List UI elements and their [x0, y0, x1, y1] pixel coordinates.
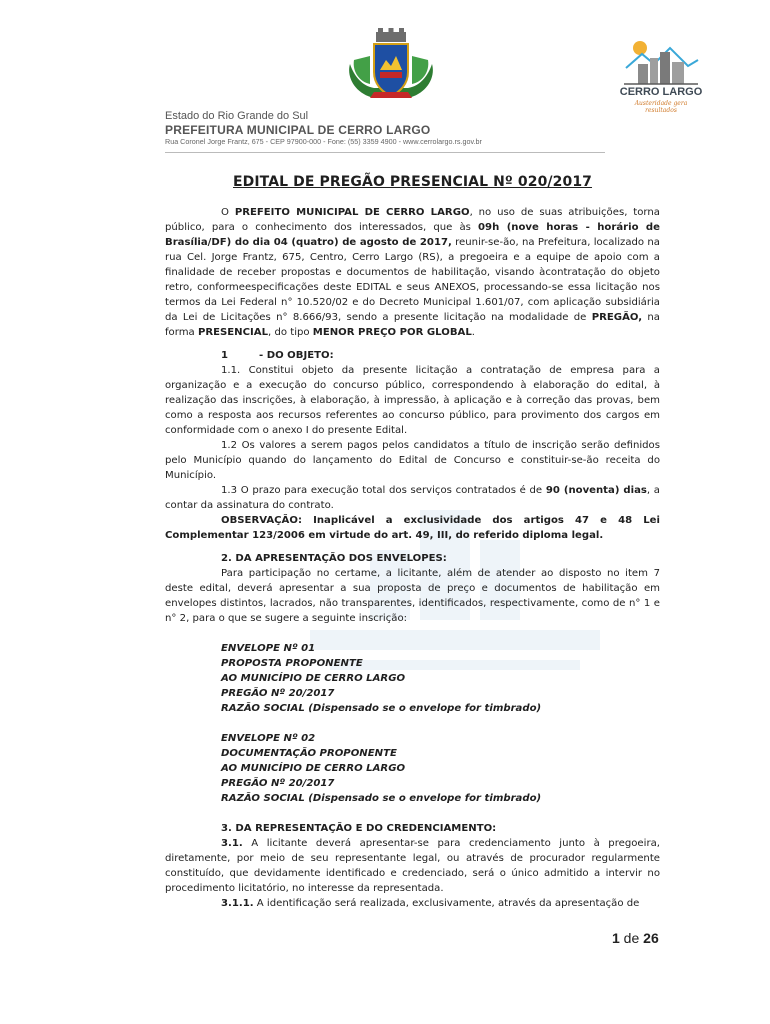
section-1-2: 1.2 Os valores a serem pagos pelos candidatos a título de inscrição serão definidos pelo Município quando do lançamento do Edital de Concurso e constituir-se-ão receita do Município. — [165, 440, 660, 481]
logo-slogan: Austeridade gera resultados — [634, 100, 688, 114]
section-3-heading: 3. DA REPRESENTAÇÃO E DO CREDENCIAMENTO: — [221, 823, 497, 834]
state-name: Estado do Rio Grande do Sul — [165, 110, 309, 122]
section-2-paragraph: Para participação no certame, a licitante, além de atender ao disposto no item 7 deste edital, deverá apresentar a sua proposta de preço e documentos de habilitação em envelopes distintos, lacrados, não transparentes, identificados, respectivamente, como de n° 1 e n° 2, para o que se sugere a seguinte inscrição: — [165, 568, 660, 624]
header-divider — [165, 152, 605, 153]
section-3-1: 3.1. A licitante deverá apresentar-se para credenciamento junto à pregoeira, diretamente, por meio de seu representante legal, ou através de procurador regularmente constituído, que devidamente identificado e credenciado, será o único admitido a intervir no procedimento licitatório, no interesse da representada. — [165, 838, 660, 894]
envelope-1-label: ENVELOPE Nº 01 PROPOSTA PROPONENTE AO MUNICÍPIO DE CERRO LARGO PREGÃO Nº 20/2017 RAZÃO SOCIAL (Dispensado se o envelope for timbrado) — [221, 643, 542, 714]
envelope-2-label: ENVELOPE Nº 02 DOCUMENTAÇÃO PROPONENTE AO MUNICÍPIO DE CERRO LARGO PREGÃO Nº 20/2017 RAZÃO SOCIAL (Dispensado se o envelope for timbrado) — [221, 733, 542, 804]
section-1-3: 1.3 O prazo para execução total dos serviços contratados é de 90 (noventa) dias, a contar da assinatura do contrato. — [165, 485, 660, 511]
observation: OBSERVAÇÃO: Inaplicável a exclusividade dos artigos 47 e 48 Lei Complementar 123/2006 em virtude do art. 49, III, do referido diploma legal. — [165, 515, 660, 541]
document-body — [165, 172, 660, 911]
address-line: Rua Coronel Jorge Frantz, 675 - CEP 97900-000 - Fone: (55) 3359 4900 - www.cerrolargo.rs.gov.br — [165, 137, 482, 146]
document-title: EDITAL DE PREGÃO PRESENCIAL Nº 020/2017 — [232, 174, 593, 190]
prefeitura-name: PREFEITURA MUNICIPAL DE CERRO LARGO — [165, 123, 431, 137]
intro-paragraph: O PREFEITO MUNICIPAL DE CERRO LARGO, no uso de suas atribuições, torna público, para o conhecimento dos interessados, que às 09h (nove horas - horário de Brasília/DF) do dia 04 (quatro) de agosto de 2017, reunir-se-ão, na Prefeitura, localizado na rua Cel. Jorge Frantz, 675, Centro, Cerro Largo (RS), a pregoeira e a equipe de apoio com a finalidade de receber propostas e documentos de habilitação, visando àcontratação do objeto retro, conformeespecificações deste EDITAL e seus ANEXOS, processando-se essa licitação nos termos da Lei Federal n° 10.520/02 e do Decreto Municipal 1.601/07, com aplicação subsidiária da Lei de Licitações n° 8.666/93, sendo a presente licitação na modalidade de PREGÃO, na forma PRESENCIAL, do tipo MENOR PREÇO POR GLOBAL. — [165, 207, 661, 338]
letterhead — [165, 110, 605, 147]
cerro-largo-logo — [618, 34, 704, 118]
section-3-1-1: 3.1.1. A identificação será realizada, exclusivamente, através da apresentação de — [221, 898, 640, 909]
page-number: 1 de 26 — [612, 930, 659, 946]
skyline-icon — [618, 34, 704, 86]
coat-of-arms-logo — [344, 26, 438, 106]
section-2-heading: 2. DA APRESENTAÇÃO DOS ENVELOPES: — [221, 553, 447, 564]
section-1-heading: 1 - DO OBJETO: — [221, 350, 334, 361]
logo-name: CERRO LARGO — [619, 86, 703, 98]
section-1-1: 1.1. Constitui objeto da presente licitação a contratação de empresa para a organização e a execução do concurso público, correspondendo à elaboração do edital, à realização das inscrições, à elaboração, à impressão, à aplicação e à correção das provas, bem como a resposta aos recursos referentes ao concurso público, para provimento dos cargos em conformidade com o anexo I do presente Edital. — [165, 365, 660, 436]
